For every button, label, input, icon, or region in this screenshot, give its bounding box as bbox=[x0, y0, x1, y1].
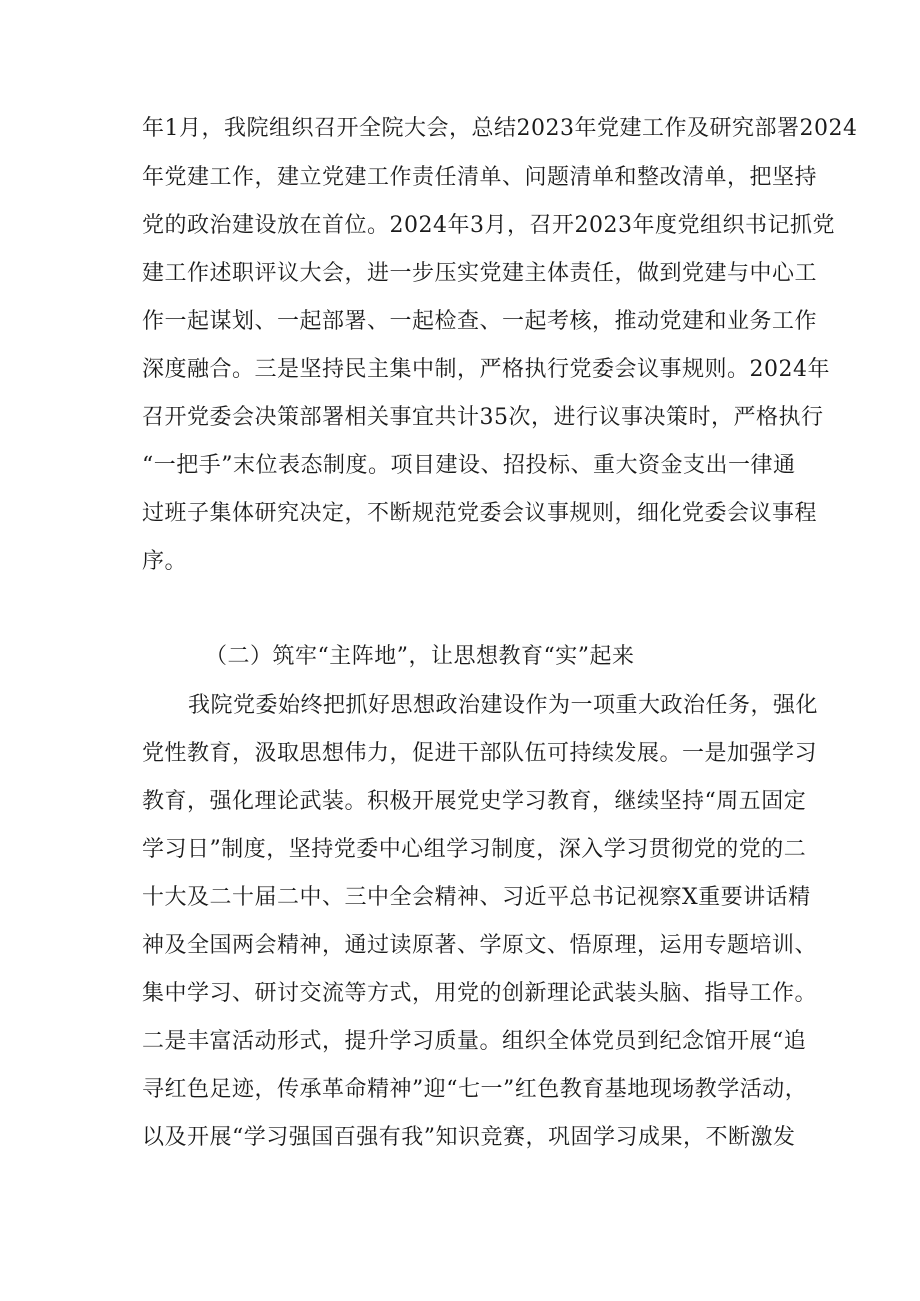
paragraph-line: 建工作述职评议大会，进一步压实党建主体责任，做到党建与中心工 bbox=[142, 261, 818, 286]
section-heading: （二）筑牢“主阵地”，让思想教育“实”起来 bbox=[205, 644, 635, 669]
paragraph-line: 序。 bbox=[142, 549, 188, 574]
paragraph-line: 以及开展“学习强国百强有我”知识竞赛，巩固学习成果，不断激发 bbox=[142, 1125, 796, 1150]
paragraph-line: 寻红色足迹，传承革命精神”迎“七一”红色教育基地现场教学活动， bbox=[142, 1077, 808, 1102]
paragraph-line: 过班子集体研究决定，不断规范党委会议事规则，细化党委会议事程 bbox=[142, 501, 818, 526]
paragraph-line: 党的政治建设放在首位。2024年3月，召开2023年度党组织书记抓党 bbox=[142, 213, 835, 238]
paragraph-line: 神及全国两会精神，通过读原著、学原文、悟原理，运用专题培训、 bbox=[142, 933, 818, 958]
paragraph-line: 我院党委始终把抓好思想政治建设作为一项重大政治任务，强化 bbox=[188, 693, 819, 718]
paragraph-line: 作一起谋划、一起部署、一起检查、一起考核，推动党建和业务工作 bbox=[142, 309, 818, 334]
paragraph-line: “一把手”末位表态制度。项目建设、招投标、重大资金支出一律通 bbox=[142, 453, 796, 478]
paragraph-line: 十大及二十届二中、三中全会精神、习近平总书记视察X重要讲话精 bbox=[142, 885, 811, 910]
paragraph-line: 二是丰富活动形式，提升学习质量。组织全体党员到纪念馆开展“追 bbox=[142, 1029, 807, 1054]
paragraph-line: 学习日”制度，坚持党委中心组学习制度，深入学习贯彻党的党的二 bbox=[142, 837, 807, 862]
paragraph-line: 党性教育，汲取思想伟力，促进干部队伍可持续发展。一是加强学习 bbox=[142, 741, 818, 766]
paragraph-line: 集中学习、研讨交流等方式，用党的创新理论武装头脑、指导工作。 bbox=[142, 981, 818, 1006]
paragraph-line: 深度融合。三是坚持民主集中制，严格执行党委会议事规则。2024年 bbox=[142, 357, 830, 382]
paragraph-line: 年1月，我院组织召开全院大会，总结2023年党建工作及研究部署2024 bbox=[142, 116, 858, 141]
paragraph-line: 年党建工作，建立党建工作责任清单、问题清单和整改清单，把坚持 bbox=[142, 165, 818, 190]
paragraph-line: 召开党委会决策部署相关事宜共计35次，进行议事决策时，严格执行 bbox=[142, 405, 824, 430]
paragraph-line: 教育，强化理论武装。积极开展党史学习教育，继续坚持“周五固定 bbox=[142, 789, 807, 814]
